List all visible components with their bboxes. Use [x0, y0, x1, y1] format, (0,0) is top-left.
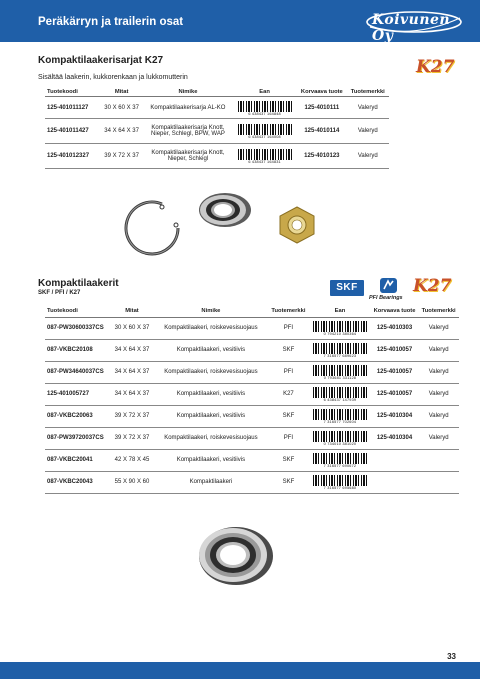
- cell-code: 125-401011427: [45, 119, 99, 144]
- cell-ean: [232, 144, 297, 169]
- cell-name: Kompaktilaakeri, roiskevesisuojaus: [154, 427, 268, 449]
- cell-name: Kompaktilaakeri, vesitiivis: [154, 383, 268, 405]
- cell-ean: [309, 383, 371, 405]
- cell-size: 30 X 60 X 37: [110, 317, 154, 339]
- cell-replacement: 125-4010303: [371, 317, 419, 339]
- col-header: Mitat: [110, 305, 154, 317]
- table-row: [45, 471, 459, 493]
- pfi-caption: PFI Bearings: [369, 295, 403, 301]
- cell-code: 087-PW34640037CS: [45, 361, 110, 383]
- cell-size: 39 X 72 X 37: [110, 405, 154, 427]
- cell-brand: PFI: [268, 361, 310, 383]
- cell-brand: K27: [268, 383, 310, 405]
- cell-ean: [232, 97, 297, 119]
- skf-logo-text: SKF: [336, 282, 358, 293]
- cell-replacement: [371, 449, 419, 471]
- cell-brand: Valeryd: [347, 119, 389, 144]
- barcode-icon: [238, 124, 292, 135]
- cell-code: 087-VKBC20041: [45, 449, 110, 471]
- k27-badge-text: K27: [413, 276, 452, 296]
- cell-code: 087-VKBC20063: [45, 405, 110, 427]
- cell-brand: PFI: [268, 317, 310, 339]
- table-row: [45, 383, 459, 405]
- col-header: Korvaava tuote: [371, 305, 419, 317]
- ean-number: 7 316577 702604: [323, 420, 357, 424]
- barcode-icon: [313, 453, 367, 464]
- section1-title: Kompaktilaakerisarjat K27: [38, 55, 164, 66]
- cell-replacement: 125-4010304: [371, 427, 419, 449]
- retaining-ring-image: [122, 198, 186, 262]
- cell-name: Kompaktilaakeri, roiskevesisuojaus: [154, 361, 268, 383]
- cell-replacement: [371, 471, 419, 493]
- cell-code: 087-PW30600337CS: [45, 317, 110, 339]
- col-header: Nimike: [144, 88, 232, 97]
- cell-code: 087-VKBC20043: [45, 471, 110, 493]
- col-header: Tuotekoodi: [45, 88, 99, 97]
- ean-number: 6 438437 147939: [323, 398, 357, 402]
- cell-ean: [309, 405, 371, 427]
- cell-name: Kompaktilaakeri, roiskevesisuojaus: [154, 317, 268, 339]
- section2-table: [45, 305, 459, 494]
- ean-number: 6 438437 164848: [248, 111, 281, 116]
- table-row: [45, 119, 389, 144]
- cell-size: 30 X 60 X 37: [99, 97, 143, 119]
- cell-replacement: 125-4010057: [371, 361, 419, 383]
- cell-replacement: 125-4010111: [297, 97, 346, 119]
- cell-brand: Valeryd: [347, 144, 389, 169]
- cell-code: 125-401012327: [45, 144, 99, 169]
- cell-name: Kompaktilaakeri, vesitiivis: [154, 405, 268, 427]
- section1-subtitle: Sisältää laakerin, kukkorenkaan ja lukkomutterin: [38, 74, 188, 81]
- table-row: [45, 339, 459, 361]
- page-header: [0, 0, 480, 42]
- ean-number: 7 316577 690672: [323, 464, 357, 468]
- table-row: [45, 317, 459, 339]
- table-row: [45, 361, 459, 383]
- ean-number: 0 794210 380364: [323, 332, 357, 336]
- cell-brand: PFI: [268, 427, 310, 449]
- cell-replacement: 125-4010057: [371, 383, 419, 405]
- pfi-logo-icon: [380, 278, 397, 293]
- col-header: Ean: [309, 305, 371, 317]
- ean-number: 0 793681 331128: [323, 376, 357, 380]
- cell-name: Kompaktilaakeri, vesitiivis: [154, 449, 268, 471]
- cell-replacement: 125-4010057: [371, 339, 419, 361]
- cell-name: Kompaktilaakeri: [154, 471, 268, 493]
- col-header: Tuotemerkki: [347, 88, 389, 97]
- page-number: 33: [447, 652, 456, 661]
- table-header-row: [45, 88, 389, 97]
- cell-code: 125-401011127: [45, 97, 99, 119]
- cell-ean: [309, 449, 371, 471]
- k27-badge-text: K27: [416, 57, 455, 77]
- cell-replacement: 125-4010123: [297, 144, 346, 169]
- cell-name: Kompaktilaakerisarja Knott, Nieper, Schlegl, BPW, WAP: [144, 119, 232, 144]
- cell-replacement-brand: Valeryd: [418, 339, 459, 361]
- barcode-icon: [313, 475, 367, 486]
- ean-number: 0 734010 381020: [323, 442, 357, 446]
- cell-size: 34 X 64 X 37: [110, 383, 154, 405]
- ean-number: 6 438437 164008: [248, 135, 281, 139]
- table-row: [45, 97, 389, 119]
- cell-size: 34 X 64 X 37: [110, 339, 154, 361]
- k27-badge: [413, 276, 451, 296]
- cell-size: 39 X 72 X 37: [99, 144, 143, 169]
- section2-title: Kompaktilaakerit: [38, 278, 119, 289]
- cell-size: 55 X 90 X 60: [110, 471, 154, 493]
- cell-replacement-brand: [418, 471, 459, 493]
- lock-nut-image: [276, 205, 318, 245]
- company-logo: [364, 9, 464, 44]
- col-header: Tuotemerkki: [268, 305, 310, 317]
- cell-name: Kompaktilaakerisarja AL-KO: [144, 97, 232, 119]
- cell-ean: [309, 361, 371, 383]
- cell-ean: [309, 427, 371, 449]
- cell-replacement-brand: Valeryd: [418, 405, 459, 427]
- barcode-icon: [313, 387, 367, 398]
- table-header-row: [45, 305, 459, 317]
- bearing-image: [197, 191, 253, 229]
- cell-brand: SKF: [268, 339, 310, 361]
- cell-brand: SKF: [268, 405, 310, 427]
- table-row: [45, 144, 389, 169]
- cell-replacement-brand: Valeryd: [418, 383, 459, 405]
- table-row: [45, 449, 459, 471]
- cell-brand: Valeryd: [347, 97, 389, 119]
- cell-replacement-brand: Valeryd: [418, 427, 459, 449]
- table-row: [45, 427, 459, 449]
- header-title: Peräkärryn ja trailerin osat: [38, 16, 184, 28]
- compact-bearing-image: [194, 523, 274, 587]
- barcode-icon: [238, 101, 292, 112]
- cell-replacement-brand: Valeryd: [418, 317, 459, 339]
- col-header: Tuotemerkki: [418, 305, 459, 317]
- cell-ean: [309, 339, 371, 361]
- cell-code: 087-PW39720037CS: [45, 427, 110, 449]
- cell-size: 34 X 64 X 37: [99, 119, 143, 144]
- col-header: Mitat: [99, 88, 143, 97]
- skf-logo: [330, 280, 364, 296]
- cell-size: 34 X 64 X 37: [110, 361, 154, 383]
- section2-subtitle: SKF / PFI / K27: [38, 290, 81, 296]
- cell-ean: [232, 119, 297, 144]
- cell-size: 42 X 78 X 45: [110, 449, 154, 471]
- cell-name: Kompaktilaakerisarja Knott, Nieper, Schlegl: [144, 144, 232, 169]
- cell-code: 087-VKBC20108: [45, 339, 110, 361]
- col-header: Tuotekoodi: [45, 305, 110, 317]
- cell-size: 39 X 72 X 37: [110, 427, 154, 449]
- barcode-icon: [313, 343, 367, 354]
- cell-replacement: 125-4010304: [371, 405, 419, 427]
- cell-code: 125-401005727: [45, 383, 110, 405]
- barcode-icon: [313, 431, 367, 442]
- k27-badge: [416, 57, 454, 77]
- logo-text: Koivunen Oy: [372, 12, 451, 44]
- ean-number: 6 438437 164831: [248, 160, 281, 164]
- cell-brand: SKF: [268, 449, 310, 471]
- barcode-icon: [313, 365, 367, 376]
- cell-replacement: 125-4010114: [297, 119, 346, 144]
- section1-table: [45, 88, 389, 169]
- cell-replacement-brand: [418, 449, 459, 471]
- col-header: Nimike: [154, 305, 268, 317]
- cell-name: Kompaktilaakeri, vesitiivis: [154, 339, 268, 361]
- ean-number: 7 316577 689623: [323, 354, 357, 358]
- cell-brand: SKF: [268, 471, 310, 493]
- cell-ean: [309, 317, 371, 339]
- col-header: Korvaava tuote: [297, 88, 346, 97]
- cell-ean: [309, 471, 371, 493]
- page-footer: [0, 662, 480, 679]
- barcode-icon: [313, 321, 367, 332]
- cell-replacement-brand: Valeryd: [418, 361, 459, 383]
- table-row: [45, 405, 459, 427]
- barcode-icon: [238, 149, 292, 160]
- ean-number: 7 316577 695680: [323, 486, 357, 490]
- barcode-icon: [313, 409, 367, 420]
- col-header: Ean: [232, 88, 297, 97]
